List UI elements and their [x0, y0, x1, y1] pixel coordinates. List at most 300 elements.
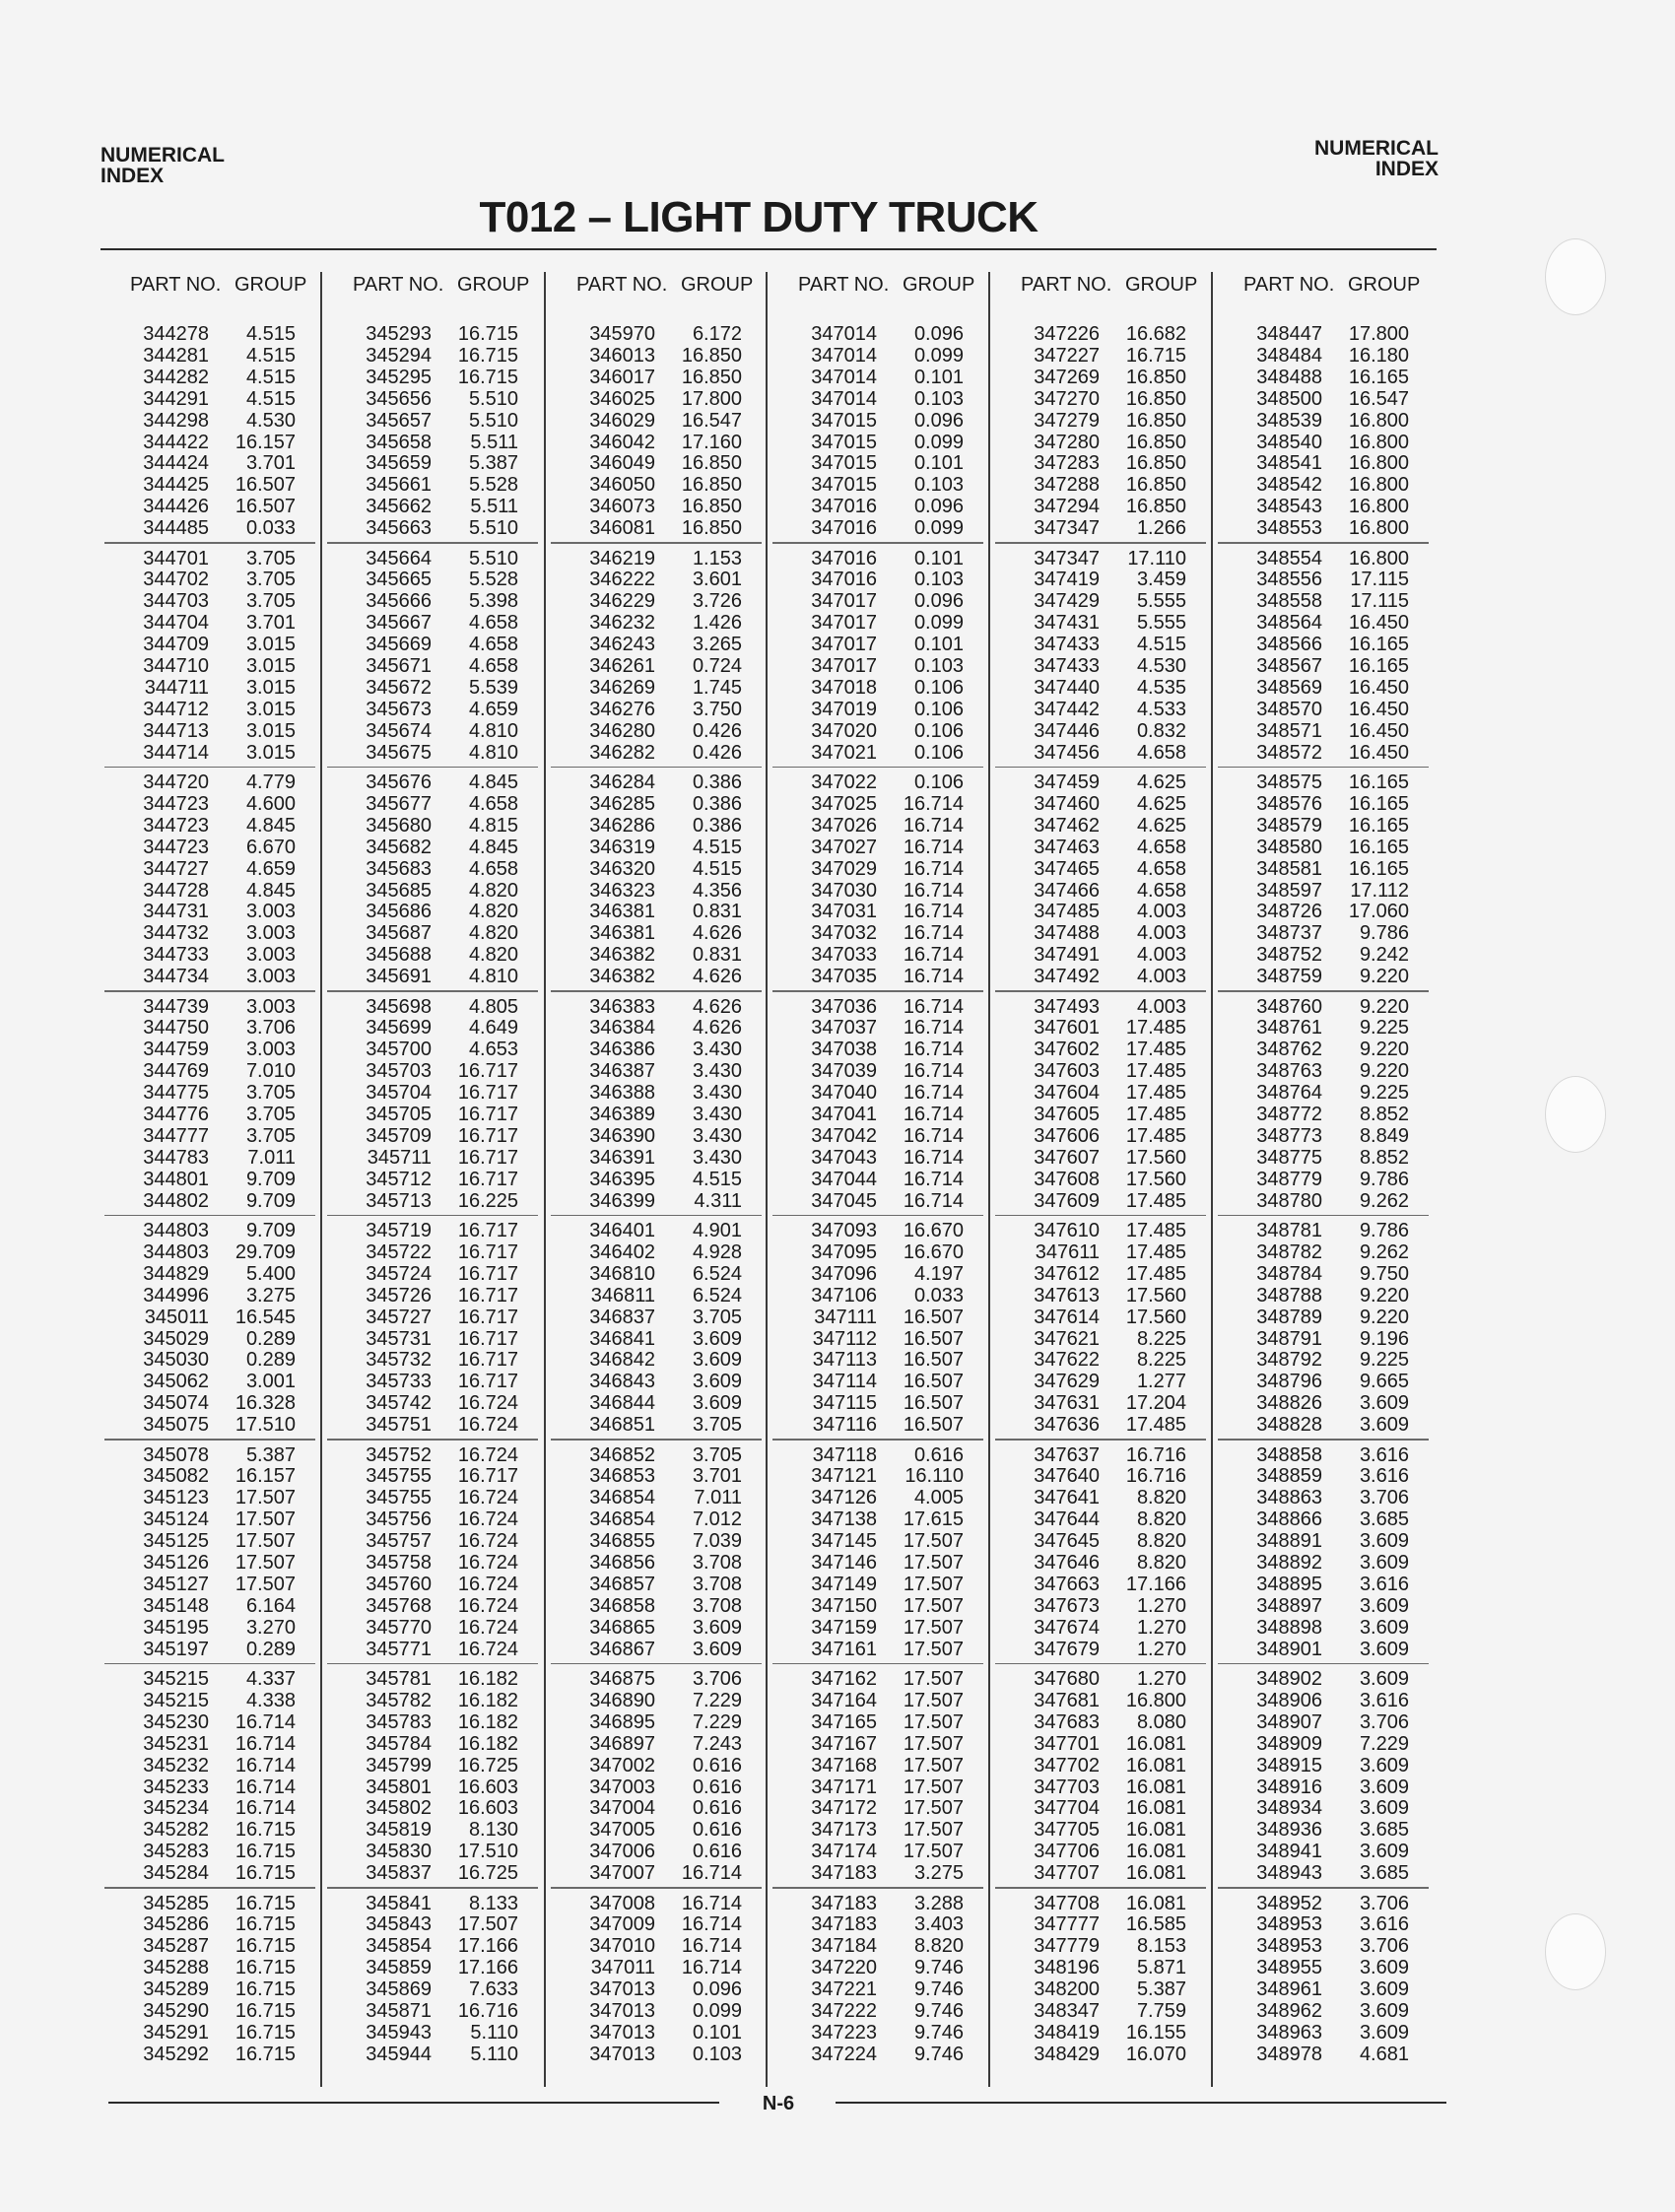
group-number: 0.096: [913, 590, 964, 613]
group-number: 6.172: [692, 323, 742, 345]
group-separator: [327, 1439, 538, 1441]
group-number: 16.157: [234, 1465, 296, 1488]
group-number: 4.626: [692, 1017, 742, 1039]
part-number: 347221: [811, 1978, 877, 2001]
group-number: 16.507: [903, 1392, 964, 1415]
group-number: 8.820: [1136, 1508, 1186, 1531]
part-number: 347174: [811, 1841, 877, 1863]
group-number: 16.850: [1125, 409, 1186, 432]
group-number: 16.450: [1348, 741, 1409, 764]
group-number: 16.714: [681, 1935, 742, 1958]
group-number: 16.182: [457, 1689, 518, 1711]
part-number: 345283: [143, 1841, 209, 1863]
part-number: 347220: [811, 1957, 877, 1979]
part-number: 346382: [589, 944, 655, 967]
part-number: 347164: [811, 1689, 877, 1711]
group-number: 16.717: [457, 1082, 518, 1105]
part-number: 348891: [1256, 1530, 1322, 1553]
group-number: 17.507: [457, 1913, 518, 1936]
group-number: 16.165: [1348, 814, 1409, 837]
group-number: 16.715: [234, 2043, 296, 2065]
group-number: 6.670: [245, 836, 296, 858]
part-number: 345127: [143, 1573, 209, 1595]
part-number: 345123: [143, 1487, 209, 1509]
part-number: 345290: [143, 2000, 209, 2022]
group-number: 16.724: [457, 1443, 518, 1466]
part-number: 347035: [811, 966, 877, 988]
group-number: 16.715: [234, 2000, 296, 2022]
part-number: 347002: [589, 1754, 655, 1776]
group-number: 7.229: [692, 1710, 742, 1733]
part-number: 348953: [1256, 1913, 1322, 1936]
part-number: 347150: [811, 1594, 877, 1617]
part-number: 348784: [1256, 1262, 1322, 1285]
group-number: 16.717: [457, 1220, 518, 1241]
group-number: 16.165: [1348, 771, 1409, 793]
part-number: 344704: [143, 612, 209, 635]
group-number: 8.133: [468, 1892, 518, 1914]
group-number: 3.706: [1359, 1710, 1409, 1733]
group-number: 16.724: [457, 1552, 518, 1574]
part-number: 347294: [1034, 496, 1100, 518]
part-number: 345709: [366, 1124, 432, 1147]
group-number: 1.270: [1136, 1668, 1186, 1690]
part-number: 346269: [589, 676, 655, 699]
part-number: 346276: [589, 698, 655, 720]
part-number: 347644: [1034, 1508, 1100, 1531]
part-number: 346391: [589, 1146, 655, 1169]
group-number: 16.081: [1125, 1892, 1186, 1914]
right-section-label: NUMERICAL INDEX: [1314, 137, 1439, 180]
group-number: 3.609: [1359, 1957, 1409, 1979]
group-number: 17.507: [903, 1710, 964, 1733]
group-number: 16.850: [1125, 474, 1186, 497]
part-number: 348961: [1256, 1978, 1322, 2001]
part-number: 348859: [1256, 1465, 1322, 1488]
part-number: 348581: [1256, 857, 1322, 880]
group-number: 17.112: [1350, 879, 1409, 902]
part-number: 347646: [1034, 1552, 1100, 1574]
group-number: 0.096: [913, 323, 964, 345]
part-number: 347429: [1034, 590, 1100, 613]
group-number: 3.705: [245, 1082, 296, 1105]
group-number: 3.609: [692, 1327, 742, 1350]
part-number: 345713: [366, 1189, 432, 1212]
part-number: 345663: [366, 517, 432, 540]
group-number: 4.530: [1136, 655, 1186, 677]
group-number: 3.609: [1359, 1616, 1409, 1639]
part-number: 345215: [143, 1689, 209, 1711]
group-number: 5.510: [468, 409, 518, 432]
group-number: 9.709: [245, 1168, 296, 1190]
group-number: 17.507: [903, 1797, 964, 1820]
group-number: 0.101: [692, 2021, 742, 2044]
part-number: 346401: [589, 1220, 655, 1241]
part-number: 345661: [366, 474, 432, 497]
group-number: 0.386: [692, 792, 742, 815]
group-number: 9.262: [1359, 1189, 1409, 1212]
group-number: 16.715: [234, 2021, 296, 2044]
part-number: 347018: [811, 676, 877, 699]
part-number: 345770: [366, 1616, 432, 1639]
part-number: 348541: [1256, 452, 1322, 475]
part-number: 347045: [811, 1189, 877, 1212]
part-number: 348569: [1256, 676, 1322, 699]
group-separator: [772, 1663, 983, 1665]
part-number: 348726: [1256, 901, 1322, 923]
part-number: 347015: [811, 431, 877, 453]
group-separator: [995, 1215, 1206, 1217]
part-number: 347025: [811, 792, 877, 815]
group-number: 16.715: [234, 1935, 296, 1958]
group-separator: [995, 542, 1206, 544]
part-number: 347419: [1034, 569, 1100, 591]
group-number: 16.070: [1125, 2043, 1186, 2065]
group-number: 3.015: [245, 634, 296, 656]
part-number: 347020: [811, 719, 877, 742]
group-number: 4.533: [1136, 698, 1186, 720]
column-header-part-no: PART NO.: [1243, 274, 1335, 296]
group-number: 0.096: [692, 1978, 742, 2001]
part-number: 345687: [366, 922, 432, 945]
group-number: 16.670: [903, 1220, 964, 1241]
group-number: 3.609: [1359, 1414, 1409, 1437]
part-number: 344485: [143, 517, 209, 540]
group-number: 5.528: [468, 474, 518, 497]
group-number: 0.101: [913, 452, 964, 475]
part-number: 347707: [1034, 1862, 1100, 1885]
part-number: 345699: [366, 1017, 432, 1039]
group-separator: [772, 990, 983, 992]
part-number: 345703: [366, 1060, 432, 1083]
part-number: 347636: [1034, 1414, 1100, 1437]
part-number: 345757: [366, 1530, 432, 1553]
part-number: 344702: [143, 569, 209, 591]
column-divider: [988, 272, 990, 2087]
part-number: 348759: [1256, 966, 1322, 988]
group-number: 3.609: [1359, 1594, 1409, 1617]
part-number: 347149: [811, 1573, 877, 1595]
part-number: 344709: [143, 634, 209, 656]
part-number: 348934: [1256, 1797, 1322, 1820]
part-number: 345755: [366, 1465, 432, 1488]
part-number: 344713: [143, 719, 209, 742]
part-number: 345752: [366, 1443, 432, 1466]
group-number: 16.682: [1125, 323, 1186, 345]
part-number: 346851: [589, 1414, 655, 1437]
part-number: 344720: [143, 771, 209, 793]
page-number: N-6: [762, 2093, 795, 2114]
group-number: 3.705: [245, 569, 296, 591]
part-number: 345688: [366, 944, 432, 967]
group-number: 0.616: [692, 1754, 742, 1776]
part-number: 346842: [589, 1349, 655, 1372]
group-number: 16.081: [1125, 1732, 1186, 1755]
group-number: 3.685: [1359, 1508, 1409, 1531]
part-number: 347016: [811, 517, 877, 540]
part-number: 347283: [1034, 452, 1100, 475]
part-number: 345676: [366, 771, 432, 793]
part-number: 345234: [143, 1797, 209, 1820]
group-number: 4.820: [468, 901, 518, 923]
group-number: 16.081: [1125, 1776, 1186, 1798]
group-number: 8.225: [1136, 1349, 1186, 1372]
group-number: 3.430: [692, 1039, 742, 1061]
part-number: 348196: [1034, 1957, 1100, 1979]
group-number: 3.430: [692, 1146, 742, 1169]
part-number: 347270: [1034, 387, 1100, 410]
group-separator: [551, 1887, 762, 1889]
group-number: 0.099: [913, 344, 964, 367]
group-number: 16.800: [1348, 474, 1409, 497]
group-number: 16.716: [457, 2000, 518, 2022]
part-number: 344733: [143, 944, 209, 967]
group-number: 4.197: [913, 1262, 964, 1285]
group-number: 4.779: [245, 771, 296, 793]
group-number: 3.459: [1136, 569, 1186, 591]
group-number: 8.820: [1136, 1552, 1186, 1574]
group-number: 3.705: [692, 1414, 742, 1437]
group-number: 3.609: [1359, 1530, 1409, 1553]
group-number: 16.717: [457, 1146, 518, 1169]
group-number: 4.845: [245, 879, 296, 902]
group-number: 16.585: [1125, 1913, 1186, 1936]
group-separator: [551, 1215, 762, 1217]
group-number: 9.196: [1359, 1327, 1409, 1350]
part-number: 346282: [589, 741, 655, 764]
left-section-label: NUMERICAL INDEX: [100, 144, 225, 187]
group-number: 16.715: [457, 323, 518, 345]
group-number: 4.658: [1136, 836, 1186, 858]
group-number: 17.800: [1348, 323, 1409, 345]
group-number: 7.229: [1359, 1732, 1409, 1755]
group-number: 3.609: [1359, 1668, 1409, 1690]
group-number: 1.426: [692, 612, 742, 635]
part-number: 346854: [589, 1508, 655, 1531]
group-number: 17.507: [903, 1573, 964, 1595]
group-number: 4.356: [692, 879, 742, 902]
group-number: 16.155: [1125, 2021, 1186, 2044]
part-number: 345197: [143, 1638, 209, 1660]
part-number: 347701: [1034, 1732, 1100, 1755]
part-number: 347613: [1034, 1284, 1100, 1307]
group-number: 9.220: [1359, 995, 1409, 1018]
part-number: 347183: [811, 1862, 877, 1885]
part-number: 345230: [143, 1710, 209, 1733]
part-number: 347115: [812, 1392, 877, 1415]
group-number: 16.670: [903, 1240, 964, 1263]
part-number: 346854: [589, 1487, 655, 1509]
part-number: 344426: [143, 496, 209, 518]
part-number: 348898: [1256, 1616, 1322, 1639]
part-number: 347017: [811, 612, 877, 635]
part-number: 344291: [143, 387, 209, 410]
part-number: 345837: [366, 1862, 432, 1885]
group-number: 3.616: [1359, 1913, 1409, 1936]
part-number: 345082: [143, 1465, 209, 1488]
part-number: 344728: [143, 879, 209, 902]
group-number: 16.081: [1125, 1754, 1186, 1776]
group-number: 17.166: [457, 1935, 518, 1958]
group-separator: [104, 1439, 315, 1441]
part-number: 345843: [366, 1913, 432, 1936]
part-number: 346381: [589, 901, 655, 923]
group-number: 16.507: [234, 474, 296, 497]
part-number: 348572: [1256, 741, 1322, 764]
part-number: 348796: [1256, 1371, 1322, 1393]
group-number: 4.649: [468, 1017, 518, 1039]
group-number: 5.511: [470, 496, 518, 518]
part-number: 346017: [589, 366, 655, 388]
part-number: 348791: [1256, 1327, 1322, 1350]
part-number: 346388: [589, 1082, 655, 1105]
group-number: 16.328: [234, 1392, 296, 1415]
group-number: 9.786: [1359, 922, 1409, 945]
group-number: 29.709: [234, 1240, 296, 1263]
group-number: 17.485: [1125, 1082, 1186, 1105]
group-number: 17.507: [903, 1732, 964, 1755]
part-number: 348737: [1256, 922, 1322, 945]
group-number: 4.600: [245, 792, 296, 815]
group-number: 4.530: [245, 409, 296, 432]
group-number: 9.665: [1359, 1371, 1409, 1393]
part-number: 345841: [366, 1892, 432, 1914]
group-number: 16.547: [681, 409, 742, 432]
group-number: 16.715: [1125, 344, 1186, 367]
part-number: 345781: [366, 1668, 432, 1690]
part-number: 346383: [589, 995, 655, 1018]
group-number: 4.515: [1136, 634, 1186, 656]
group-number: 3.015: [245, 741, 296, 764]
part-number: 346319: [589, 836, 655, 858]
part-number: 347702: [1034, 1754, 1100, 1776]
part-number: 347026: [811, 814, 877, 837]
part-number: 347705: [1034, 1819, 1100, 1842]
group-number: 16.715: [457, 366, 518, 388]
group-separator: [104, 990, 315, 992]
part-number: 347041: [811, 1104, 877, 1125]
part-number: 347010: [589, 1935, 655, 1958]
group-number: 3.706: [1359, 1935, 1409, 1958]
group-number: 4.805: [468, 995, 518, 1018]
group-number: 9.786: [1359, 1220, 1409, 1241]
part-number: 347431: [1034, 612, 1100, 635]
group-number: 16.157: [234, 431, 296, 453]
part-number: 348763: [1256, 1060, 1322, 1083]
part-number: 348429: [1034, 2043, 1100, 2065]
group-number: 9.746: [913, 2000, 964, 2022]
group-number: 16.850: [1125, 387, 1186, 410]
part-number: 347016: [811, 547, 877, 570]
part-number: 347442: [1034, 698, 1100, 720]
part-number: 347011: [590, 1957, 655, 1979]
part-number: 347465: [1034, 857, 1100, 880]
group-number: 8.852: [1359, 1146, 1409, 1169]
group-number: 4.515: [692, 857, 742, 880]
group-number: 16.717: [457, 1104, 518, 1125]
group-separator: [772, 767, 983, 769]
group-number: 8.080: [1136, 1710, 1186, 1733]
group-number: 4.658: [468, 634, 518, 656]
part-number: 345078: [143, 1443, 209, 1466]
part-number: 344802: [143, 1189, 209, 1212]
group-number: 0.099: [692, 2000, 742, 2022]
part-number: 347488: [1034, 922, 1100, 945]
part-number: 348955: [1256, 1957, 1322, 1979]
part-number: 346050: [589, 474, 655, 497]
part-number: 347172: [811, 1797, 877, 1820]
part-number: 347038: [811, 1039, 877, 1061]
group-number: 4.820: [468, 879, 518, 902]
part-number: 347017: [811, 590, 877, 613]
group-number: 17.800: [681, 387, 742, 410]
group-number: 4.658: [468, 857, 518, 880]
part-number: 347167: [811, 1732, 877, 1755]
group-number: 9.746: [913, 1978, 964, 2001]
part-number: 344723: [143, 814, 209, 837]
group-number: 17.507: [903, 1616, 964, 1639]
group-number: 16.081: [1125, 1819, 1186, 1842]
part-number: 344710: [143, 655, 209, 677]
group-number: 17.510: [234, 1414, 296, 1437]
part-number: 345287: [143, 1935, 209, 1958]
group-number: 16.724: [457, 1594, 518, 1617]
group-number: 4.901: [692, 1220, 742, 1241]
part-number: 346284: [589, 771, 655, 793]
part-number: 347466: [1034, 879, 1100, 902]
group-number: 3.708: [692, 1594, 742, 1617]
part-number: 347162: [811, 1668, 877, 1690]
binder-hole-middle: [1545, 1076, 1606, 1153]
part-number: 344723: [143, 792, 209, 815]
group-number: 16.507: [903, 1414, 964, 1437]
group-number: 17.485: [1125, 1124, 1186, 1147]
part-number: 344750: [143, 1017, 209, 1039]
part-number: 347032: [811, 922, 877, 945]
group-number: 3.708: [692, 1573, 742, 1595]
part-number: 345669: [366, 634, 432, 656]
group-number: 9.786: [1359, 1168, 1409, 1190]
group-number: 4.003: [1136, 944, 1186, 967]
part-number: 346399: [589, 1189, 655, 1212]
group-number: 16.800: [1348, 409, 1409, 432]
group-number: 16.714: [903, 1124, 964, 1147]
part-number: 347607: [1034, 1146, 1100, 1169]
group-number: 0.103: [913, 474, 964, 497]
part-number: 348941: [1256, 1841, 1322, 1863]
part-number: 345698: [366, 995, 432, 1018]
part-number: 348907: [1256, 1710, 1322, 1733]
group-number: 16.165: [1348, 655, 1409, 677]
part-number: 348764: [1256, 1082, 1322, 1105]
part-number: 347612: [1034, 1262, 1100, 1285]
part-number: 344422: [143, 431, 209, 453]
group-number: 4.658: [1136, 741, 1186, 764]
part-number: 346232: [589, 612, 655, 635]
part-number: 345289: [143, 1978, 209, 2001]
group-number: 3.609: [1359, 1754, 1409, 1776]
part-number: 348761: [1256, 1017, 1322, 1039]
group-number: 3.270: [245, 1616, 296, 1639]
part-number: 348419: [1034, 2021, 1100, 2044]
group-number: 5.555: [1136, 590, 1186, 613]
group-number: 16.724: [457, 1508, 518, 1531]
group-number: 16.714: [234, 1732, 296, 1755]
group-number: 3.705: [245, 547, 296, 570]
group-number: 7.039: [692, 1530, 742, 1553]
part-number: 347223: [811, 2021, 877, 2044]
group-number: 9.225: [1359, 1017, 1409, 1039]
